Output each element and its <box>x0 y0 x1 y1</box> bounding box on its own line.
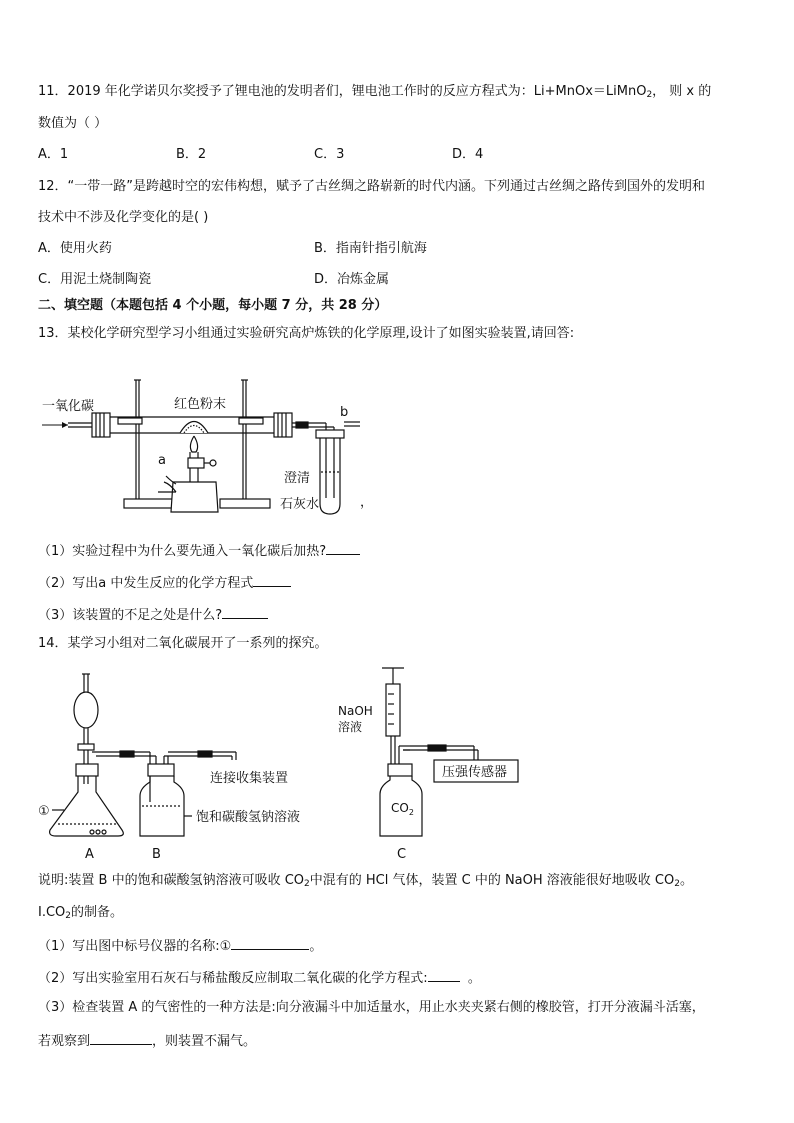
pressure-sensor-label: 压强传感器 <box>442 765 508 780</box>
label-b: b <box>340 405 349 420</box>
q11-option-d: D．4 <box>452 147 484 162</box>
q14-part1-heading: $I.CO_2$的制备。 <box>38 905 124 921</box>
q13-sub2: （2）写出a 中发生反应的化学方程式 <box>38 572 291 593</box>
q13-sub3: （3）该装置的不足之处是什么? <box>38 604 268 625</box>
co2-label: $CO_2$ <box>391 801 414 817</box>
q12-stem-line1: 12．“一带一路”是跨越时空的宏伟构想，赋予了古丝绸之路崭新的时代内涵。下列通过古丝绸之路传到国外的发明和 <box>38 179 706 194</box>
q11-stem-line1: 11．2019 年化学诺贝尔奖授予了锂电池的发明者们，锂电池工作时的反应方程式为：Li+MnOx＝LiMnO$_2$， 则 x 的 <box>38 84 712 100</box>
limewater-label-1: 澄清 <box>284 471 311 486</box>
apparatus-label-a: A <box>85 847 94 862</box>
funnel-marker: ① <box>38 804 50 819</box>
q14-note: 说明:装置 B 中的饱和碳酸氢钠溶液可吸收 $CO_2$中混有的 HCl 气体，装置 C 中的 NaOH 溶液能很好地吸收 $CO_2$。 <box>38 873 693 889</box>
q11-option-b: B．2 <box>176 147 207 162</box>
apparatus-label-c: C <box>397 847 407 862</box>
q11-stem-line2: 数值为（ ） <box>38 116 108 131</box>
q12-stem-line2: 技术中不涉及化学变化的是( ) <box>38 210 209 225</box>
figure-comma: ， <box>360 495 374 510</box>
q14-sub3-line1: （3）检查装置 A 的气密性的一种方法是:向分液漏斗中加适量水，用止水夹夹紧右侧的橡胶管，打开分液漏斗活塞， <box>38 1000 705 1015</box>
q13-sub1: （1）实验过程中为什么要先通入一氧化碳后加热? <box>38 540 360 561</box>
section-title: 二、填空题（本题包括 4 个小题，每小题 7 分，共 28 分） <box>38 298 388 313</box>
naoh-label-2: 溶液 <box>338 720 363 734</box>
q13-apparatus-figure <box>38 372 378 524</box>
apparatus-label-b: B <box>152 847 161 862</box>
limewater-label-2: 石灰水 <box>280 497 320 512</box>
q12-option-d: D．冶炼金属 <box>314 272 390 287</box>
co-gas-label: 一氧化碳 <box>42 399 95 414</box>
naoh-label-1: NaOH <box>338 704 373 718</box>
q13-stem: 13．某校化学研究型学习小组通过实验研究高炉炼铁的化学原理,设计了如图实验装置,请回答: <box>38 326 575 341</box>
label-a: a <box>158 453 166 468</box>
q11-option-a: A．1 <box>38 147 69 162</box>
q14-apparatus-figure <box>38 664 538 864</box>
red-powder-label: 红色粉末 <box>174 397 227 412</box>
bicarbonate-label: 饱和碳酸氢钠溶液 <box>196 810 301 825</box>
q11-option-c: C．3 <box>314 147 345 162</box>
q14-sub3-line2: 若观察到 ，则装置不漏气。 <box>38 1030 256 1051</box>
q12-option-b: B．指南针指引航海 <box>314 241 427 256</box>
q14-sub2: （2）写出实验室用石灰石与稀盐酸反应制取二氧化碳的化学方程式: 。 <box>38 967 481 988</box>
q12-option-c: C．用泥土烧制陶瓷 <box>38 272 152 287</box>
q14-stem: 14．某学习小组对二氧化碳展开了一系列的探究。 <box>38 636 328 651</box>
q14-sub1: （1）写出图中标号仪器的名称:① 。 <box>38 935 322 956</box>
connect-collector-label: 连接收集装置 <box>210 771 289 786</box>
q12-option-a: A．使用火药 <box>38 241 112 256</box>
